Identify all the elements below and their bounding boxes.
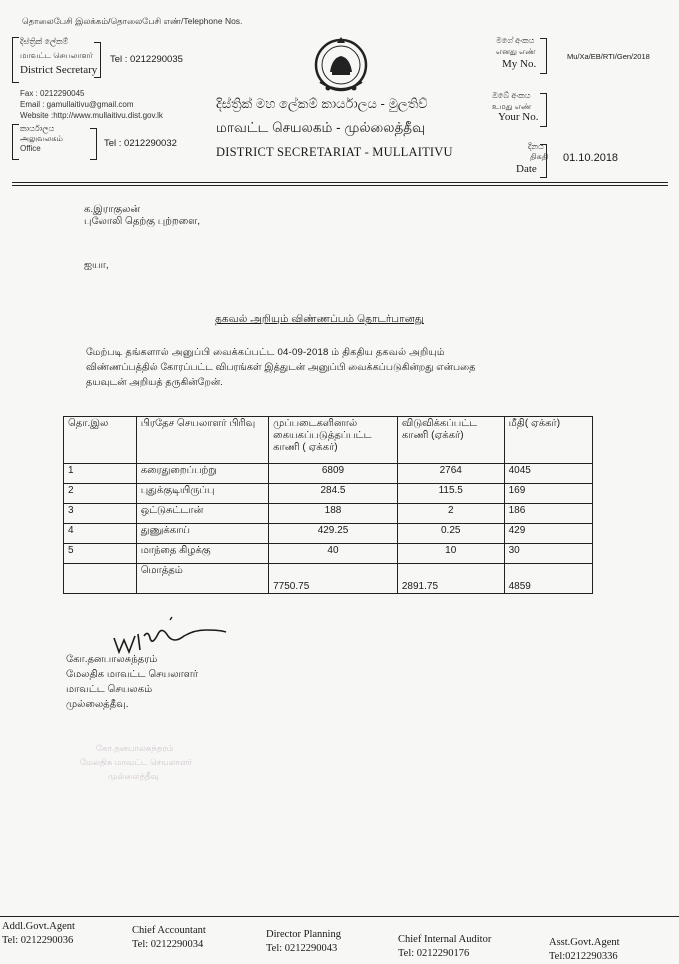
footer-tel: Tel:0212290336 [549,951,618,962]
row-no: 5 [64,544,137,564]
row-balance: 429 [504,524,592,544]
footer-title: Addl.Govt.Agent [2,921,75,932]
telephone-nos-caption: தொலைபேசி இலக்கம்/தொலைபேசி எண்/Telephone Nos. [22,16,243,26]
total-balance: 4859 [504,564,592,594]
header-rule [12,182,668,183]
row-acquired: 6809 [269,464,398,484]
table-row [64,504,593,524]
date-value: 01.10.2018 [563,152,619,164]
stamp-line-2: மேலதிக மாவட்ட செயலாளர் [80,757,193,767]
date-ta: திகதி [530,152,549,161]
footer-title: Asst.Govt.Agent [549,937,620,948]
header-no: தொ.இல [64,417,137,464]
footer-addl-govt-agent [2,920,75,948]
email: Email : gamullaitivu@gmail.com [20,100,134,109]
body-line-3: தயவுடன் அறியத் தருகின்றேன். [86,377,223,388]
footer-tel: Tel: 0212290034 [132,939,204,950]
my-no-value: Mu/Xa/EB/RTI/Gen/2018 [567,52,650,61]
header-balance: மீதி( ஏக்கர்) [504,417,592,464]
signatory-place: முல்லைத்தீவு. [66,699,129,710]
row-division: புதுக்குடியிருப்பு [136,484,268,504]
row-acquired: 429.25 [269,524,398,544]
your-no-bracket [540,93,547,127]
my-no-en: My No. [502,58,537,70]
footer-title: Director Planning [266,929,341,940]
ds-title-si: දිස්ත්‍රික් ලේකම් [20,37,69,46]
total-blank [64,564,137,594]
website: Website :http://www.mullaitivu.dist.gov.lk [20,111,163,120]
office-bracket-right [90,128,97,160]
row-division: துணுக்காய் [136,524,268,544]
row-acquired: 284.5 [269,484,398,504]
row-released: 2764 [397,464,504,484]
row-released: 0.25 [397,524,504,544]
total-acquired: 7750.75 [269,564,398,594]
footer-chief-accountant [132,924,206,952]
row-balance: 4045 [504,464,592,484]
signatory-office: மாவட்ட செயலகம் [66,684,153,695]
row-no: 4 [64,524,137,544]
row-balance: 186 [504,504,592,524]
signatory-name: கோ.தனபாலசுந்தரம் [66,654,158,665]
salutation: ஐயா, [84,260,109,271]
footer-tel: Tel: 0212290036 [2,935,74,946]
office-tel: Tel : 0212290032 [104,138,177,149]
ds-tel: Tel : 0212290035 [110,54,183,65]
row-released: 115.5 [397,484,504,504]
my-no-ta: எனது எண் [496,47,536,56]
header-acquired: முப்படைகளினால் கையகப்படுத்தப்பட்ட காணி ( ஏக்கர்) [269,417,398,464]
row-division: கரைதுறைப்பற்று [136,464,268,484]
signatory-designation: மேலதிக மாவட்ட செயலாளர் [66,669,199,680]
total-label: மொத்தம் [136,564,268,594]
footer-rule [0,916,679,917]
body-line-2: விண்ணப்பத்தில் கோரப்பட்ட விபரங்கள் இத்துடன் அனுப்பி வைக்கப்படுகின்றது என்பதை [86,362,476,373]
stamp-line-3: முல்லைத்தீவு [108,771,159,781]
office-ta: அலுவலகம் [20,134,63,143]
row-balance: 169 [504,484,592,504]
body-line-1: மேற்படி தங்களால் அனுப்பி வைக்கப்பட்ட 04-09-2018 ம் திகதிய தகவல் அறியும் [86,347,445,358]
footer-title: Chief Internal Auditor [398,934,492,945]
office-bracket-left [12,124,19,160]
your-no-si: ඔබේ අංකය [492,91,531,100]
footer-tel: Tel: 0212290176 [398,948,470,959]
land-release-table [63,416,593,594]
header-released: விடுவிக்கப்பட்ட காணி (ஏக்கர்) [397,417,504,464]
table-row [64,484,593,504]
ds-bracket-left [12,37,19,83]
fax: Fax : 0212290045 [20,89,85,98]
row-no: 2 [64,484,137,504]
row-no: 1 [64,464,137,484]
table-row [64,464,593,484]
date-si: දිනය [528,142,544,151]
date-en: Date [516,163,537,175]
header-division: பிரதேச செயலாளர் பிரிவு [136,417,268,464]
footer-tel: Tel: 0212290043 [266,943,338,954]
ds-title-en: District Secretary [20,64,98,76]
table-header-row [64,417,593,464]
row-division: மாந்தை கிழக்கு [136,544,268,564]
date-bracket [540,144,547,178]
office-en: Office [20,144,41,153]
table-row [64,544,593,564]
row-acquired: 188 [269,504,398,524]
subject-line: தகவல் அறியும் விண்ணப்பம் தொடர்பானது [215,313,424,325]
total-released: 2891.75 [397,564,504,594]
title-sinhala: දිස්ත්‍රික් මහ ලේකම් කාර්යාලය - මුලතිව් [216,96,428,111]
office-si: කාර්යාලය [20,124,55,133]
row-released: 2 [397,504,504,524]
row-acquired: 40 [269,544,398,564]
row-no: 3 [64,504,137,524]
footer-chief-internal-auditor [398,933,491,961]
ds-bracket-right [94,42,101,78]
recipient-name: க.இராகுலன் [84,204,141,215]
title-english: DISTRICT SECRETARIAT - MULLAITIVU [216,145,453,159]
my-no-bracket [540,38,547,74]
ds-title-ta: மாவட்ட செயலாளர் [20,51,93,60]
row-division: ஒட்டுசுட்டான் [136,504,268,524]
recipient-address: புலோலி தெற்கு புற்றளை, [84,216,201,227]
stamp-line-1: கோ.தனபாலசுந்தரம் [96,743,174,753]
title-tamil: மாவட்ட செயலகம் - முல்லைத்தீவு [216,120,426,135]
your-no-en: Your No. [498,111,539,123]
header-rule-2 [12,185,668,186]
footer-director-planning [266,928,341,956]
table-row [64,524,593,544]
row-released: 10 [397,544,504,564]
table-total-row [64,564,593,594]
row-balance: 30 [504,544,592,564]
footer-title: Chief Accountant [132,925,206,936]
sri-lanka-emblem [312,34,370,101]
my-no-si: මගේ අංකය [496,36,535,45]
your-no-ta: உமது எண் [492,102,532,111]
